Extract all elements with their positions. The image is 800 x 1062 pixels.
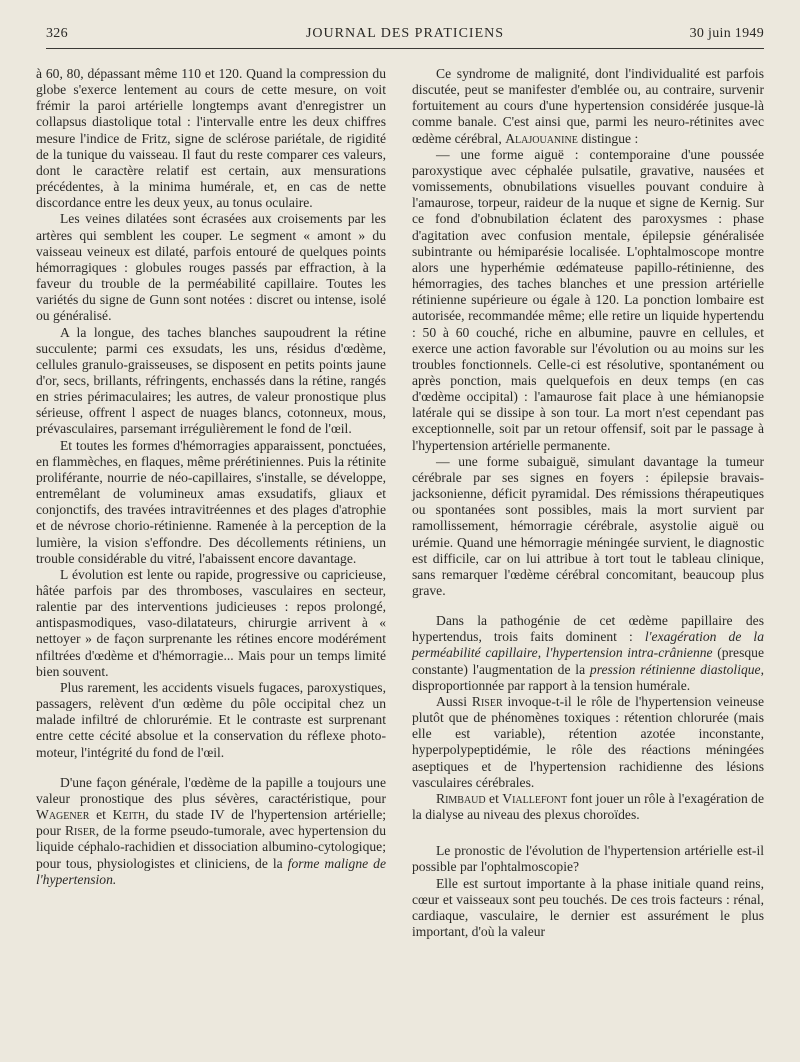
header-rule: [46, 48, 764, 49]
text-run: et: [89, 807, 113, 823]
paragraph: [36, 775, 386, 888]
paragraph: Les veines dilatées sont écrasées aux croisements par les artères qui semblent les couper. Le segment « amont » du vaisseau veineux est dilaté, parfois entouré de quelques points hémorragiques : globules rouges passés par effraction, à la faveur du trouble de la perméabilité capillaire. Toutes les variétés du signe de Gunn sont notées : discret ou intense, isolé ou généralisé.: [36, 211, 386, 324]
text-run: , disproportionnée par rapport à la tension humérale.: [412, 661, 764, 693]
paragraph: Elle est surtout importante à la phase initiale quand reins, cœur et vaisseaux sont peu touchés. De ces trois facteurs : rénal, cardiaque, vasculaire, le dernier est assurément le plus important, d'où la valeur: [412, 875, 764, 939]
paragraph: [412, 694, 764, 791]
author-name: Riser: [471, 693, 503, 709]
page-header: [46, 26, 764, 48]
paragraph: Et toutes les formes d'hémorragies apparaissent, ponctuées, en flammèches, en flaques, même prérétiniennes. Puis la rétinite proliférante, nourrie de néo-capillaires, s'installe, se développe, entremêlant de volumineux amas exsudatifs, gliaux et conjonctifs, des travées intravitréennes et des plages d'atrophie et de névrose chorio-rétinienne. Ramenée à la perception de la lumière, la vision s'effondre. Des décollements rétiniens, un trouble considérable du vitré, l'abaissent encore davantage.: [36, 437, 386, 566]
text-run: Dans la pathogénie de cet œdème papillaire des hypertendus, trois faits dominent :: [412, 613, 764, 645]
right-column: [412, 66, 764, 940]
text-run: (presque constante) l'augmentation de la: [412, 645, 765, 677]
paragraph: [412, 791, 764, 823]
author-name: Riser: [64, 823, 96, 839]
paragraph: L évolution est lente ou rapide, progressive ou capricieuse, hâtée parfois par des thromboses, vasculaires en secteur, ralentie par des interventions judicieuses : repos prolongé, antispasmodiques, vaso-dilatateurs, chirurgie arrivent à « nettoyer » de façon surprenante les rétines encore modérément nfiltrées d'œdème et d'hémorragie... Mais pour un temps limité bien souvent.: [36, 566, 386, 679]
author-name: Rimbaud: [436, 790, 486, 806]
paragraph: Le pronostic de l'évolution de l'hypertension artérielle est-il possible par l'ophtalmoscopie?: [412, 843, 764, 875]
text-run: font jouer un rôle à l'exagération de la dialyse au niveau des plexus choroïdes.: [412, 790, 765, 823]
emphasis: forme maligne de l'hypertension.: [36, 855, 386, 887]
author-name: Keith: [112, 807, 146, 823]
paragraph: A la longue, des taches blanches saupoudrent la rétine succulente; parmi ces exsudats, les uns, résidus d'œdème, cellules granulo-graisseuses, se disposent en petits points jaune d'or, secs, brillants, réfringents, enchassés dans la rétine, rangés en stries périmaculaires; les autres, de valeur pronostique plus sérieuse, offrent l aspect de nuages blancs, cotonneux, mous, prévasculaires, parsemant irrégulièrement le fond de l'œil.: [36, 324, 386, 437]
journal-title: JOURNAL DES PRATICIENS: [305, 26, 505, 41]
emphasis: l'hypertension intra-crânienne: [545, 645, 713, 661]
paragraph: [412, 613, 764, 694]
left-column: [36, 66, 386, 888]
paragraph: — une forme subaiguë, simulant davantage la tumeur cérébrale par ses signes en foyers : épilepsie bravais-jacksonienne, déficit pyramidal. Des rémissions thérapeutiques ou spontanées sont possibles, mais la mort survient par ramollissement, hémorragie cérébrale, asystolie aiguë ou urémie. Quand une hémorragie méningée survient, le diagnostic est difficile, car on lui attribue à tort tout le tableau clinique, sans remarquer l'œdème cérébral concomitant, beaucoup plus grave.: [412, 453, 764, 598]
author-name: Alajouanine: [505, 130, 578, 146]
text-run: D'une façon générale, l'œdème de la papille a toujours une valeur pronostique des plus sévères, caractéristique, pour: [36, 774, 386, 806]
paragraph: — une forme aiguë : contemporaine d'une poussée paroxystique avec céphalée pulsatile, gravative, nausées et vomissements, obnubilations visuelles pouvant conduire à l'amaurose, torpeur, raideur de la nuque et signe de Kernig. Sur ce fond d'obnubilation éclatent des paroxysmes : phase d'agitation avec confusion mentale, épilepsie généralisée subintrante ou hémiparésie localisée. L'ophtalmoscope montre alors une hyperhémie œdémateuse papillo-rétinienne, des hémorragies, des taches blanches et une pression artérielle rétinienne supérieure ou égale à 120. La ponction lombaire est autorisée, recommandée même; elle retire un liquide hypertendu : 50 à 60 couché, riche en albumine, pauvre en cellules, et exerce une action favorable sur l'évolution ou au moins sur les troubles fonctionnels. Celle-ci est résolutive, spontanément ou après ponction, mais quelquefois en deux temps (en cas d'œdème occipital) : l'amaurose fait place à une hémianopsie latérale qui se dissipe à son tour. La mort n'est cependant pas exceptionnelle, soit par un retour offensif, soit par le passage à l'hypertension artérielle permanente.: [412, 146, 764, 453]
author-name: Viallefont: [502, 790, 568, 806]
page-number: 326: [46, 26, 68, 41]
emphasis: l'exagération de la perméabilité capillaire: [412, 629, 764, 661]
text-run: , du stade IV de l'hypertension artérielle; pour: [36, 807, 387, 839]
text-run: Aussi: [436, 693, 472, 709]
text-run: invoque-t-il le rôle de l'hypertension veineuse plutôt que de phénomènes toxiques : rétention chlorurée (mais elle est variable), rétention azotée inconstante, hyperpolypeptidémie, le rôle des réactions méningées aseptiques et de l'hypertension rachidienne des lésions vasculaires cérébrales.: [412, 693, 764, 790]
emphasis: pression rétinienne diastolique: [589, 661, 761, 677]
paragraph: à 60, 80, dépassant même 110 et 120. Quand la compression du globe s'exerce lentement au cours de cette mesure, on voit frémir la paroi artérielle longtemps avant d'enregistrer un collapsus diastolique total : l'intervalle entre les deux chiffres mesure l'indice de Fritz, signe de sclérose pariétale, de rigidité de la tunique du vaisseau. Il faut du reste comparer ces valeurs, dont le caractère relatif est certain, aux mensurations précédentes, à la minima humérale, et, en cas de nette discordance entre les deux yeux, au tonus oculaire.: [36, 66, 386, 211]
paragraph: Plus rarement, les accidents visuels fugaces, paroxystiques, passagers, relèvent d'un œdème du pôle occipital chez un malade infiltré de chlorurémie. Et le contraste est surprenant entre cette cécité absolue et la conservation du réflexe photo-moteur, l'intégrité du fond de l'œil.: [36, 679, 386, 760]
author-name: Wagener: [36, 807, 90, 823]
issue-date: 30 juin 1949: [689, 26, 764, 41]
text-run: , de la forme pseudo-tumorale, avec hypertension du liquide céphalo-rachidien et dissociation albumino-cytologique; pour tous, physiologistes et cliniciens, de la: [36, 823, 386, 871]
text-run: Ce syndrome de malignité, dont l'individualité est parfois discutée, peut se manifester d'emblée ou, au contraire, survenir fortuitement au cours d'une hypertension considérée jusque-là comme banale. C'est ainsi que, parmi les neuro-rétinites avec œdème cérébral,: [412, 66, 764, 146]
text-run: ,: [537, 645, 546, 661]
text-run: et: [485, 790, 503, 806]
text-run: distingue :: [577, 130, 639, 146]
paragraph: [412, 66, 764, 147]
